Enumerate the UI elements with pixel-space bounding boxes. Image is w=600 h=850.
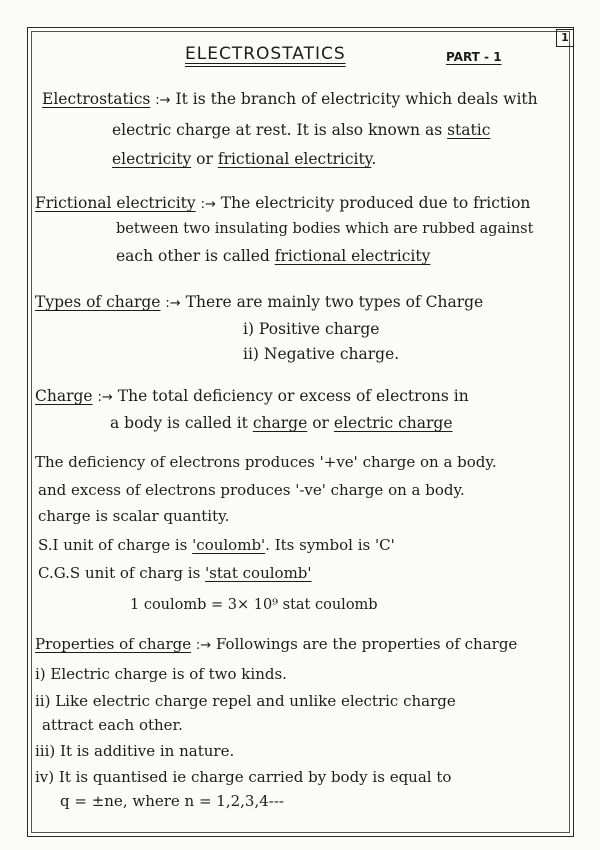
charge-line-1 [35, 387, 469, 405]
electric-charge-word: electric charge [333, 414, 453, 432]
types-text-1: There are mainly two types of Charge [185, 293, 484, 311]
frictional-text-1: The electricity produced due to friction [220, 194, 531, 212]
page-number: 1 [556, 29, 574, 47]
frictional-text-2: between two insulating bodies which are rubbed against [116, 221, 534, 237]
cgs-unit-text: C.G.S unit of charg is [38, 564, 201, 582]
frictional-line-1 [35, 194, 530, 212]
charge-text-1: The total deficiency or excess of electrons in [117, 387, 469, 405]
or-text: or [196, 150, 213, 168]
definition-arrow: :→ [165, 296, 181, 311]
electrostatics-line-1 [42, 90, 538, 108]
electrostatics-text-1: It is the branch of electricity which deals with [175, 90, 538, 108]
property-item-2-cont: attract each other. [42, 716, 183, 734]
or-text: or [312, 414, 329, 432]
electrostatics-line-2 [112, 121, 490, 139]
charge-paragraph-1: The deficiency of electrons produces '+ve' charge on a body. [35, 453, 497, 471]
property-item-3: iii) It is additive in nature. [35, 742, 235, 760]
charge-line-2 [110, 414, 453, 432]
static-term: static [447, 121, 491, 139]
frictional-electricity-term-2: frictional electricity [274, 247, 431, 265]
coulomb-word: 'coulomb' [192, 536, 266, 554]
properties-line-1 [35, 635, 517, 653]
properties-term: Properties of charge [35, 635, 192, 653]
part-label: PART - 1 [446, 50, 502, 64]
page-title: ELECTROSTATICS [185, 44, 346, 64]
frictional-line-3 [116, 247, 430, 265]
electrostatics-line-3 [112, 150, 376, 168]
charge-term: Charge [35, 387, 93, 405]
definition-arrow: :→ [200, 197, 216, 212]
stat-coulomb-word: 'stat coulomb' [205, 564, 312, 582]
types-line-1 [35, 293, 483, 311]
symbol-text: . Its symbol is 'C' [265, 536, 395, 554]
property-item-4: iv) It is quantised ie charge carried by body is equal to [35, 768, 452, 786]
types-item-1: i) Positive charge [243, 320, 380, 338]
charge-text-2: a body is called it [110, 414, 248, 432]
charge-word: charge [252, 414, 308, 432]
period: . [371, 150, 377, 168]
si-unit-line [38, 536, 395, 554]
cgs-unit-line [38, 564, 312, 582]
definition-arrow: :→ [195, 638, 212, 653]
electrostatics-term: Electrostatics [42, 90, 151, 108]
si-unit-text: S.I unit of charge is [38, 536, 188, 554]
frictional-electricity-term: frictional electricity [217, 150, 372, 168]
electricity-term: electricity [112, 150, 192, 168]
definition-arrow: :→ [155, 93, 171, 108]
definition-arrow: :→ [97, 390, 113, 405]
conversion-equation: 1 coulomb = 3× 10⁹ stat coulomb [130, 597, 378, 613]
property-item-1: i) Electric charge is of two kinds. [35, 665, 287, 683]
frictional-term: Frictional electricity [35, 194, 196, 212]
charge-paragraph-2: and excess of electrons produces '-ve' charge on a body. [38, 481, 465, 499]
property-item-2: ii) Like electric charge repel and unlike electric charge [35, 692, 456, 710]
charge-paragraph-3: charge is scalar quantity. [38, 507, 230, 525]
properties-text-1: Followings are the properties of charge [215, 635, 518, 653]
types-item-2: ii) Negative charge. [243, 345, 400, 363]
frictional-text-3: each other is called [116, 247, 270, 265]
property-item-4-formula: q = ±ne, where n = 1,2,3,4--- [60, 792, 284, 810]
types-term: Types of charge [35, 293, 161, 311]
frictional-line-2 [116, 221, 533, 237]
electrostatics-text-2: electric charge at rest. It is also known as [112, 121, 443, 139]
